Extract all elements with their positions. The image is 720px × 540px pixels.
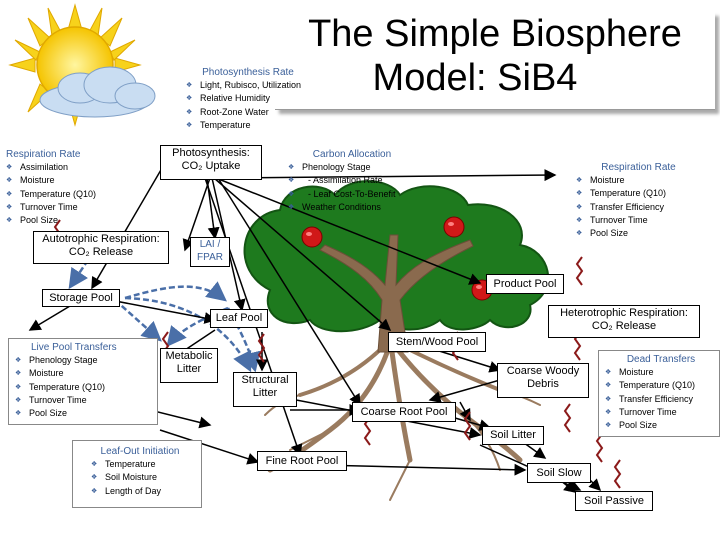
coarse-woody-line-2: Debris [527,378,559,390]
live-pool-item: ❖ Phenology Stage [15,354,155,367]
metabolic-line-2: Litter [176,363,202,375]
photosynthesis-line-1: Photosynthesis: [172,147,250,159]
carbon-alloc-item: ❖ - Assimilation Rate [288,174,422,187]
stem-wood-pool-box [388,332,486,352]
leaf-pool-box [210,309,268,328]
carbon-alloc-item: ❖ Phenology Stage [288,161,422,174]
respiration-rate-left-panel [6,148,126,227]
coarse-woody-line-1: Coarse Woody [506,365,580,377]
resp-rate-left-item: ❖ Assimilation [6,161,126,174]
page-title [275,12,715,110]
heterotrophic-line-1: Heterotrophic Respiration: [560,307,688,319]
resp-rate-left-item: ❖ Moisture [6,174,126,187]
leaf-out-item: ❖ Temperature [91,458,199,471]
soil-slow-box [527,463,591,483]
coarse-woody-debris-box [497,363,589,398]
resp-rate-right-item: ❖ Temperature (Q10) [576,187,701,200]
product-pool-label: Product Pool [493,278,557,290]
live-pool-item: ❖ Temperature (Q10) [15,381,155,394]
resp-rate-right-item: ❖ Transfer Efficiency [576,201,701,214]
photosynthesis-box [160,145,262,180]
leaf-out-item: ❖ Length of Day [91,485,199,498]
resp-rate-right-item: ❖ Turnover Time [576,214,701,227]
live-pool-transfers-panel [8,338,158,425]
title-line-2: Model: SiB4 [372,57,578,99]
photo-rate-item: ❖ Root-Zone Water [186,106,318,119]
dead-transfers-title: Dead Transfers [626,354,696,365]
respiration-rate-right-title: Respiration Rate [601,162,676,173]
leaf-out-title: Leaf-Out Initiation [100,446,180,457]
dead-transfers-item: ❖ Transfer Efficiency [605,393,717,406]
autotrophic-respiration-box [33,231,169,264]
photo-rate-item: ❖ Light, Rubisco, Utilization [186,79,318,92]
photo-rate-item: ❖ Temperature [186,119,318,132]
lai-line-2: FPAR [197,252,223,263]
coarse-root-pool-box [352,402,456,422]
title-line-1: The Simple Biosphere [308,13,682,55]
photosynthesis-rate-panel [178,66,318,132]
carbon-allocation-panel [282,148,422,214]
product-pool-box [486,274,564,294]
dead-transfers-item: ❖ Pool Size [605,419,717,432]
storage-pool-label: Storage Pool [49,292,113,304]
respiration-rate-right-panel [576,161,701,240]
leaf-pool-label: Leaf Pool [215,312,263,324]
metabolic-line-1: Metabolic [165,350,213,362]
live-pool-transfers-title: Live Pool Transfers [31,342,117,353]
structural-line-1: Structural [241,374,289,386]
fine-root-pool-box [257,451,347,471]
resp-rate-right-item: ❖ Moisture [576,174,701,187]
live-pool-item: ❖ Pool Size [15,407,155,420]
storage-pool-box [42,289,120,307]
resp-rate-left-item: ❖ Pool Size [6,214,126,227]
respiration-rate-left-title: Respiration Rate [6,149,81,160]
resp-rate-left-item: ❖ Temperature (Q10) [6,188,126,201]
lai-fpar-box [190,237,230,267]
dead-transfers-panel [598,350,720,437]
carbon-allocation-title: Carbon Allocation [312,149,392,160]
photosynthesis-line-2: CO₂ Uptake [181,160,241,172]
soil-passive-label: Soil Passive [584,495,644,507]
dead-transfers-item: ❖ Moisture [605,366,717,379]
live-pool-item: ❖ Turnover Time [15,394,155,407]
carbon-alloc-item: ❖ - Leaf Cost-To-Benefit [288,188,422,201]
fine-root-pool-label: Fine Root Pool [265,455,339,467]
soil-litter-label: Soil Litter [490,429,536,441]
dead-transfers-item: ❖ Temperature (Q10) [605,379,717,392]
soil-slow-label: Soil Slow [536,467,582,479]
resp-rate-left-item: ❖ Turnover Time [6,201,126,214]
soil-litter-box [482,426,544,445]
coarse-root-pool-label: Coarse Root Pool [360,406,448,418]
heterotrophic-line-2: CO₂ Release [591,320,657,332]
structural-line-2: Litter [252,387,278,399]
photosynthesis-rate-title: Photosynthesis Rate [202,67,294,78]
structural-litter-box [233,372,297,407]
autotrophic-line-2: CO₂ Release [68,246,134,258]
leaf-out-initiation-panel [72,440,202,508]
leaf-out-item: ❖ Soil Moisture [91,471,199,484]
resp-rate-right-item: ❖ Pool Size [576,227,701,240]
dead-transfers-item: ❖ Turnover Time [605,406,717,419]
live-pool-item: ❖ Moisture [15,367,155,380]
heterotrophic-respiration-box [548,305,700,338]
carbon-alloc-item: ❖ Weather Conditions [288,201,422,214]
stem-wood-pool-label: Stem/Wood Pool [395,336,479,348]
soil-passive-box [575,491,653,511]
lai-line-1: LAI / [199,239,221,250]
metabolic-litter-box [160,348,218,383]
autotrophic-line-1: Autotrophic Respiration: [42,233,160,245]
photo-rate-item: ❖ Relative Humidity [186,92,318,105]
